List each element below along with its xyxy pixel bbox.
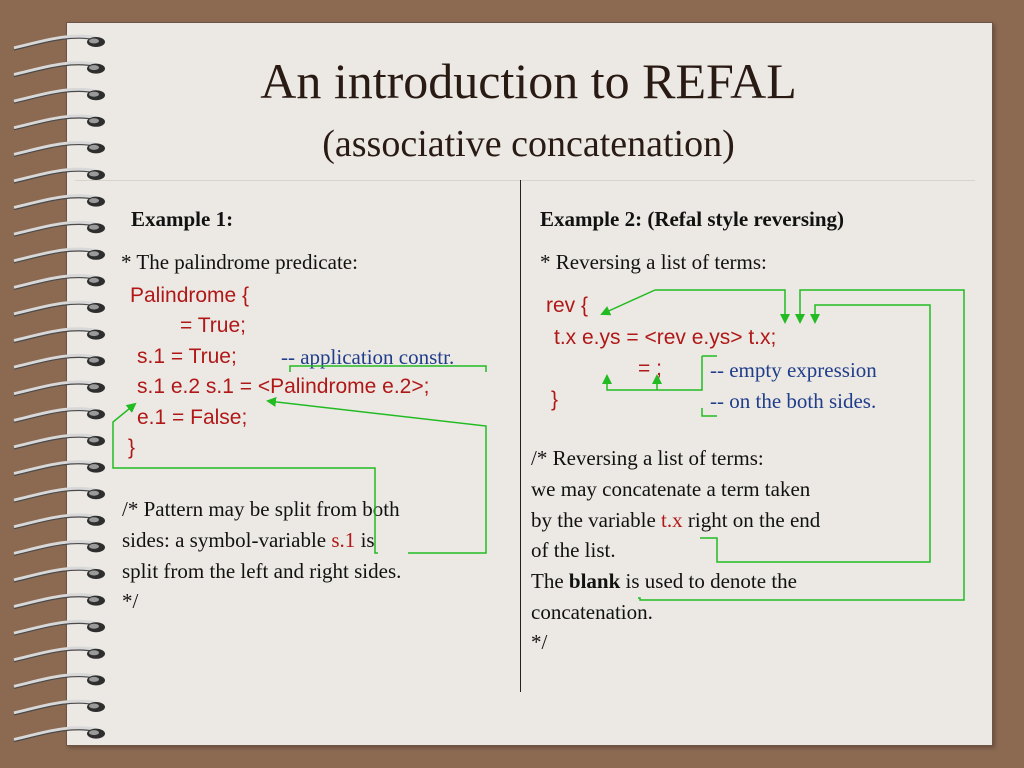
ex2-note2: -- on the both sides. (710, 389, 877, 413)
ex1-comment-line4: */ (122, 589, 139, 613)
ex1-code-line3: s.1 = True; (137, 345, 237, 368)
ex2-comment-line3: by the variable t.x right on the end (531, 508, 821, 532)
ex2-comment-line5: The blank is used to denote the (531, 569, 797, 593)
ex2-note1: -- empty expression (710, 358, 877, 382)
ex1-note: -- application constr. (281, 345, 455, 369)
slide-title: An introduction to REFAL (260, 53, 797, 109)
ex2-comment-line4: of the list. (531, 538, 616, 562)
ex1-comment-var: s.1 (331, 528, 356, 552)
ex2-comment-line6: concatenation. (531, 600, 653, 624)
ex2-code-line1: rev { (546, 294, 589, 317)
ex1-code-line4: s.1 e.2 s.1 = <Palindrome e.2>; (137, 375, 430, 398)
slide-subtitle: (associative concatenation) (322, 123, 735, 165)
ex2-comment-line1: /* Reversing a list of terms: (531, 446, 764, 470)
example1-intro: * The palindrome predicate: (121, 250, 358, 274)
spiral-binding-icon (0, 0, 120, 768)
ex1-code-line5: e.1 = False; (137, 406, 248, 429)
example2-heading: Example 2: (Refal style reversing) (540, 207, 845, 231)
header-divider (75, 180, 975, 181)
column-divider (520, 180, 521, 692)
ex1-comment-line2: sides: a symbol-variable s.1 is (122, 528, 375, 552)
ex2-comment-line7: */ (531, 630, 548, 654)
ex1-code-line1: Palindrome { (130, 284, 250, 307)
example2-intro: * Reversing a list of terms: (540, 250, 767, 274)
ex2-comment-bold: blank (568, 569, 621, 593)
ex1-code-line2: = True; (180, 314, 246, 337)
ex2-comment-line2: we may concatenate a term taken (531, 477, 811, 501)
ex1-comment-line3: split from the left and right sides. (122, 559, 402, 583)
ex1-comment-line1: /* Pattern may be split from both (122, 497, 400, 521)
example1-heading: Example 1: (131, 207, 234, 231)
ex2-code-line4: } (551, 388, 559, 411)
ex2-code-line2: t.x e.ys = <rev e.ys> t.x; (554, 326, 777, 349)
ex1-code-line6: } (128, 436, 136, 459)
ex2-comment-var: t.x (661, 508, 683, 532)
ex2-code-line3: = ; (638, 357, 662, 380)
